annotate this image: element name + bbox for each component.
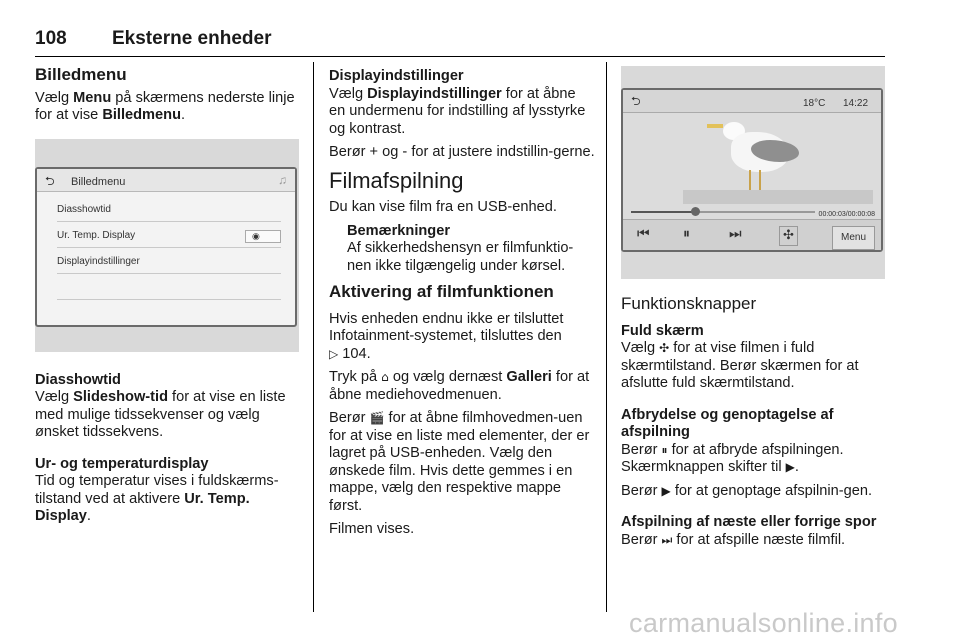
paragraph: Hvis enheden endnu ikke er tilsluttet Infotainment-systemet, tilsluttes den ▷ 104. [329, 310, 564, 362]
note-text: Af sikkerhedshensyn er filmfunktio-nen ikke tilgængelig under kørsel. [347, 240, 574, 274]
paragraph: Vælg Menu på skærmens nederste linje for at vise Billedmenu. [35, 89, 295, 123]
next-icon: ⏭ [661, 532, 673, 547]
previous-icon[interactable]: ⏮ [637, 226, 650, 242]
column-divider [606, 62, 607, 612]
note-box [329, 223, 595, 276]
subheading: Aktivering af filmfunktionen [329, 282, 554, 301]
paragraph: Filmen vises. [329, 521, 415, 537]
column-divider [313, 62, 314, 612]
paragraph: Vælg Slideshow-tid for at vise en liste med mulige tidssekvenser og vælg ønsket tidssekvens. [35, 389, 286, 440]
section-title: Billedmenu [35, 65, 127, 84]
paragraph: Du kan vise film fra en USB-enhed. [329, 199, 557, 215]
control-bar [623, 219, 881, 250]
paragraph: Berør ▶ for at genoptage afspilnin-gen. [621, 482, 872, 499]
subheading: Afbrydelse og genoptagelse af afspilning [621, 406, 834, 440]
progress-track[interactable] [631, 211, 815, 213]
music-icon: ♫ [278, 172, 287, 187]
menu-item-ur-temp[interactable]: Ur. Temp. Display ◉ [57, 225, 281, 248]
video-screenshot [621, 66, 885, 279]
seagull-image [693, 118, 803, 223]
paragraph: Tid og temperatur vises i fuldskærms-tilstand ved at aktivere Ur. Temp. Display. [35, 473, 279, 524]
billedmenu-screenshot [35, 139, 299, 352]
toggle-switch[interactable] [245, 230, 281, 243]
back-icon[interactable]: ⮌ [631, 94, 641, 108]
progress-fill [631, 211, 695, 213]
toggle-knob-icon: ◉ [252, 230, 260, 241]
page-number: 108 [35, 28, 67, 49]
clock: 14:22 [843, 98, 869, 109]
film-icon: 🎬 [369, 411, 385, 425]
page-header [35, 22, 885, 57]
home-icon: ⌂ [381, 370, 389, 384]
paragraph: Tryk på ⌂ og vælg dernæst Galleri for at åbne mediehovedmenuen. [329, 369, 590, 403]
subheading: Diasshowtid [35, 371, 121, 388]
menu-item-empty [57, 277, 281, 300]
paragraph: Vælg Displayindstillinger for at åbne en undermenu for indstilling af lysstyrke og kontrast. [329, 85, 586, 137]
fullscreen-icon: ✣ [659, 341, 670, 355]
paragraph: Vælg ✣ for at vise filmen i fuld skærmtilstand. Berør skærmen for at afslutte fuld skærmtilstand. [621, 340, 859, 391]
paragraph: Berør 🎬 for at åbne filmhovedmen-uen for at vise en liste med elementer, der er lagret på USB-enheden. Vælg den ønskede film. Hvis dette gemmes i en mappe, vælg den respektive mappe først. [329, 410, 590, 514]
left-column [35, 62, 301, 532]
fullscreen-icon[interactable]: ✣ [779, 226, 798, 246]
subheading: Displayindstillinger [329, 68, 464, 84]
next-icon[interactable]: ⏭ [729, 226, 742, 242]
play-icon: ▶ [785, 460, 795, 474]
section-title: Filmafspilning [329, 167, 464, 193]
subheading: Ur- og temperaturdisplay [35, 455, 209, 472]
time-display: 00:00:03/00:00:08 [818, 211, 875, 218]
menu-item-displayindstillinger[interactable]: Displayindstillinger [57, 251, 281, 274]
pause-icon[interactable]: ⏸ [683, 226, 690, 242]
paragraph: Berør + og - for at justere indstillin-gerne. [329, 144, 595, 160]
subheading: Afspilning af næste eller forrige spor [621, 514, 877, 530]
chapter-title: Eksterne enheder [112, 28, 272, 49]
back-icon[interactable]: ⮌ [45, 173, 55, 188]
note-heading: Bemærkninger [347, 222, 450, 239]
section-title: Funktionsknapper [621, 294, 757, 313]
temperature: 18°C [803, 98, 826, 109]
pause-icon: ⏸ [661, 442, 668, 457]
right-column [621, 62, 887, 555]
paragraph: Berør ⏸ for at afbryde afspilningen. Skærmknappen skifter til ▶. [621, 441, 844, 475]
play-icon: ▶ [661, 483, 671, 498]
reference-arrow-icon: ▷ [329, 346, 339, 361]
menu-item-diasshowtid[interactable]: Diasshowtid [57, 199, 281, 222]
railing [683, 190, 873, 204]
menu-button[interactable]: Menu [832, 226, 875, 250]
watermark: carmanualsonline.info [629, 608, 898, 638]
screen-title: Billedmenu [71, 175, 126, 188]
middle-column [329, 62, 595, 545]
subheading: Fuld skærm [621, 322, 704, 339]
paragraph: Berør ⏭ for at afspille næste filmfil. [621, 531, 846, 548]
